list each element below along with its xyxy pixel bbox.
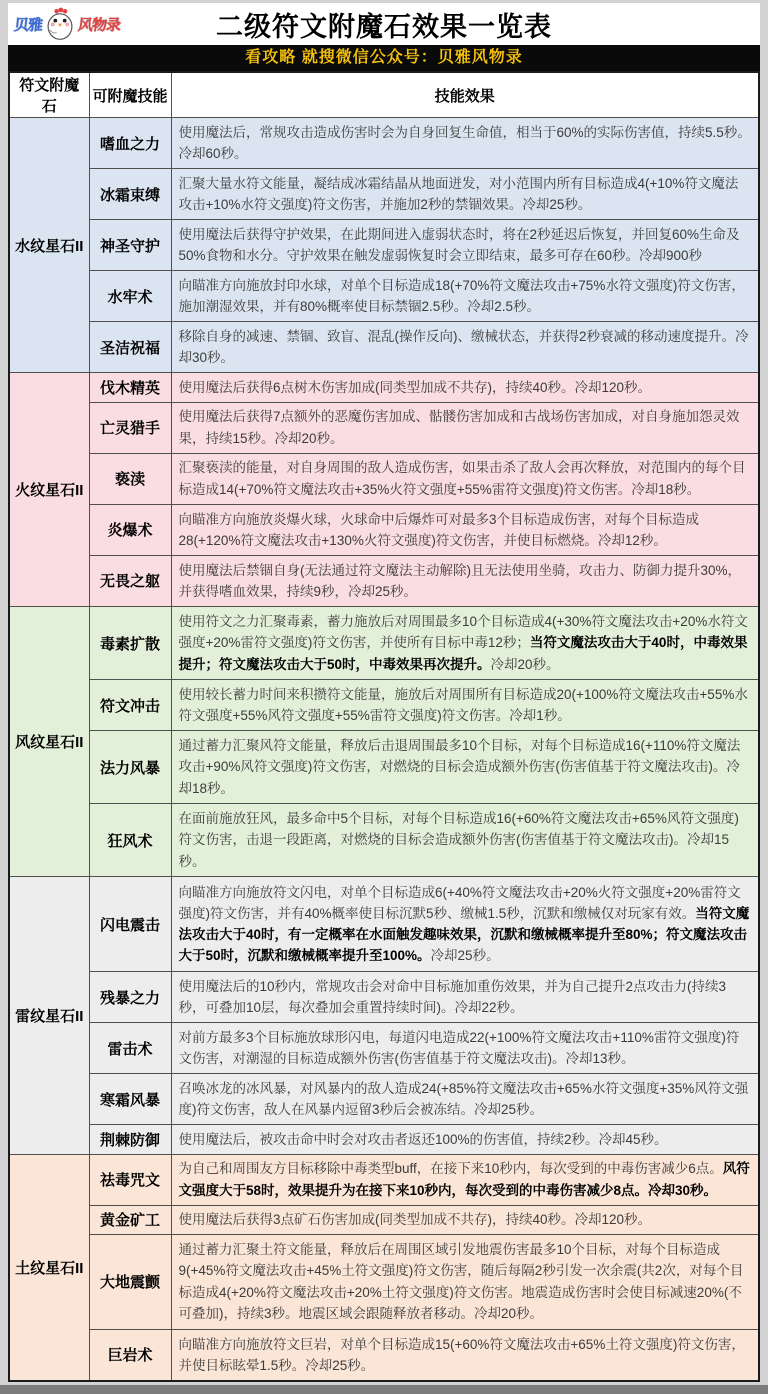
col-header-effect: 技能效果 — [171, 72, 759, 118]
table-row — [9, 322, 759, 373]
skill-effect: 通过蓄力汇聚风符文能量，释放后击退周围最多10个目标，对每个目标造成16(+110%符文魔法攻击+90%风符文强度)符文伤害，对燃烧的目标会造成额外伤害(伤害值基于符文魔法攻击)。冷却18秒。 — [171, 731, 759, 804]
skill-effect: 使用魔法后获得6点树木伤害加成(同类型加成不共存)，持续40秒。冷却120秒。 — [171, 373, 759, 402]
table-row — [9, 680, 759, 731]
skill-effect: 通过蓄力汇聚土符文能量，释放后在周围区域引发地震伤害最多10个目标，对每个目标造成9(+45%符文魔法攻击+45%土符文强度)符文伤害，随后每隔2秒引发一次余震(共2次，对每个目标造成4(+20%符文魔法攻击+20%土符文强度)符文伤害。地震造成伤害时会使目标减速20%(不可叠加)，持续3秒。地震区域会跟随释放者移动。冷却20秒。 — [171, 1234, 759, 1329]
skill-name: 嗜血之力 — [89, 118, 171, 169]
table-row — [9, 1234, 759, 1329]
promo-banner: 看攻略 就搜微信公众号：贝雅风物录 — [8, 45, 760, 71]
col-header-skill: 可附魔技能 — [89, 72, 171, 118]
skill-effect: 向瞄准方向施放炎爆火球，火球命中后爆炸可对最多3个目标造成伤害，对每个目标造成28(+120%符文魔法攻击+130%火符文强度)符文伤害，并使目标燃烧。冷却12秒。 — [171, 504, 759, 555]
skill-name: 雷击术 — [89, 1023, 171, 1074]
table-row — [9, 1205, 759, 1234]
stone-name: 水纹星石II — [9, 118, 89, 373]
skill-effect: 对前方最多3个目标施放球形闪电，每道闪电造成22(+100%符文魔法攻击+110%雷符文强度)符文伤害，对潮湿的目标造成额外伤害(伤害值基于符文魔法攻击)。冷却13秒。 — [171, 1023, 759, 1074]
stone-name: 雷纹星石II — [9, 877, 89, 1154]
page-bottom-edge — [0, 1385, 768, 1394]
skill-name: 炎爆术 — [89, 504, 171, 555]
skill-effect: 使用魔法后获得3点矿石伤害加成(同类型加成不共存)，持续40秒。冷却120秒。 — [171, 1205, 759, 1234]
table-row — [9, 402, 759, 453]
skill-name: 闪电震击 — [89, 877, 171, 972]
table-row — [9, 1329, 759, 1381]
enchant-effects-table — [8, 71, 760, 1382]
table-row — [9, 453, 759, 504]
table-row — [9, 606, 759, 679]
table-row — [9, 504, 759, 555]
skill-effect: 在面前施放狂风，最多命中5个目标，对每个目标造成16(+60%符文魔法攻击+65%风符文强度)符文伤害，击退一段距离，对燃烧的目标会造成额外伤害(伤害值基于符文魔法攻击)。冷却15秒。 — [171, 804, 759, 877]
skill-effect: 召唤冰龙的冰风暴，对风暴内的敌人造成24(+85%符文魔法攻击+65%水符文强度+35%风符文强度)符文伤害，敌人在风暴内逗留3秒后会被冻结。冷却25秒。 — [171, 1074, 759, 1125]
skill-name: 祛毒咒文 — [89, 1154, 171, 1205]
table-row — [9, 220, 759, 271]
table-row — [9, 877, 759, 972]
table-row — [9, 271, 759, 322]
skill-name: 圣洁祝福 — [89, 322, 171, 373]
table-row — [9, 118, 759, 169]
skill-name: 无畏之躯 — [89, 555, 171, 606]
skill-effect: 使用魔法后获得守护效果，在此期间进入虚弱状态时，将在2秒延迟后恢复，并回复60%生命及50%食物和水分。守护效果在触发虚弱恢复时会立即结束，最多可存在60秒。冷却900秒 — [171, 220, 759, 271]
skill-name: 毒素扩散 — [89, 606, 171, 679]
col-header-stone: 符文附魔石 — [9, 72, 89, 118]
page-title: 二级符文附魔石效果一览表 — [216, 11, 552, 42]
skill-effect: 为自己和周围友方目标移除中毒类型buff，在接下来10秒内，每次受到的中毒伤害减少6点。风符文强度大于58时，效果提升为在接下来10秒内，每次受到的中毒伤害减少8点。冷却30秒。 — [171, 1154, 759, 1205]
skill-effect: 向瞄准方向施放符文闪电，对单个目标造成6(+40%符文魔法攻击+20%火符文强度+20%雷符文强度)符文伤害，并有40%概率使目标沉默5秒、缴械1.5秒，沉默和缴械仅对玩家有效。当符文魔法攻击大于40时，有一定概率在水面触发趣味效果，沉默和缴械概率提升至80%；符文魔法攻击大于50时，沉默和缴械概率提升至100%。冷却25秒。 — [171, 877, 759, 972]
table-row — [9, 1023, 759, 1074]
skill-name: 伐木精英 — [89, 373, 171, 402]
skill-effect: 向瞄准方向施放符文巨岩，对单个目标造成15(+60%符文魔法攻击+65%土符文强度)符文伤害，并使目标眩晕1.5秒。冷却25秒。 — [171, 1329, 759, 1381]
skill-name: 法力风暴 — [89, 731, 171, 804]
table-row — [9, 373, 759, 402]
skill-effect: 汇聚亵渎的能量，对自身周围的敌人造成伤害，如果击杀了敌人会再次释放，对范围内的每个目标造成14(+70%符文魔法攻击+35%火符文强度+55%雷符文强度)符文伤害。冷却18秒。 — [171, 453, 759, 504]
skill-name: 巨岩术 — [89, 1329, 171, 1381]
stone-name: 土纹星石II — [9, 1154, 89, 1381]
skill-effect: 使用魔法后的10秒内，常规攻击会对命中目标施加重伤效果，并为自己提升2点攻击力(持续3秒，可叠加10层，每次叠加会重置持续时间)。冷却22秒。 — [171, 972, 759, 1023]
skill-name: 符文冲击 — [89, 680, 171, 731]
table-row — [9, 169, 759, 220]
site-logo — [14, 6, 120, 45]
skill-name: 狂风术 — [89, 804, 171, 877]
skill-effect: 移除自身的减速、禁锢、致盲、混乱(操作反向)、缴械状态，并获得2秒衰减的移动速度提升。冷却30秒。 — [171, 322, 759, 373]
skill-name: 神圣守护 — [89, 220, 171, 271]
skill-effect: 使用魔法后，被攻击命中时会对攻击者返还100%的伤害值，持续2秒。冷却45秒。 — [171, 1125, 759, 1154]
skill-name: 黄金矿工 — [89, 1205, 171, 1234]
skill-name: 冰霜束缚 — [89, 169, 171, 220]
skill-effect: 向瞄准方向施放封印水球，对单个目标造成18(+70%符文魔法攻击+75%水符文强度)符文伤害，施加潮湿效果，并有80%概率使目标禁锢2.5秒。冷却2.5秒。 — [171, 271, 759, 322]
skill-effect: 汇聚大量水符文能量，凝结成冰霜结晶从地面迸发，对小范围内所有目标造成4(+10%符文魔法攻击+10%水符文强度)符文伤害，并施加2秒的禁锢效果。冷却25秒。 — [171, 169, 759, 220]
table-row — [9, 972, 759, 1023]
skill-name: 荆棘防御 — [89, 1125, 171, 1154]
skill-effect: 使用较长蓄力时间来积攒符文能量，施放后对周围所有目标造成20(+100%符文魔法攻击+55%水符文强度+55%风符文强度+55%雷符文强度)符文伤害。冷却1秒。 — [171, 680, 759, 731]
skill-name: 亡灵猎手 — [89, 402, 171, 453]
table-row — [9, 1125, 759, 1154]
skill-name: 残暴之力 — [89, 972, 171, 1023]
skill-name: 亵渎 — [89, 453, 171, 504]
skill-name: 水牢术 — [89, 271, 171, 322]
table-row — [9, 1074, 759, 1125]
skill-name: 寒霜风暴 — [89, 1074, 171, 1125]
skill-effect: 使用魔法后，常规攻击造成伤害时会为自身回复生命值，相当于60%的实际伤害值，持续5.5秒。冷却60秒。 — [171, 118, 759, 169]
logo-text-right: 风物录 — [77, 17, 121, 34]
stone-name: 风纹星石II — [9, 606, 89, 876]
skill-effect: 使用魔法后禁锢自身(无法通过符文魔法主动解除)且无法使用坐骑，攻击力、防御力提升30%，并获得嗜血效果，持续9秒，冷却25秒。 — [171, 555, 759, 606]
table-row — [9, 804, 759, 877]
masthead — [8, 3, 760, 45]
chick-mascot-icon — [43, 6, 77, 45]
skill-effect: 使用符文之力汇聚毒素，蓄力施放后对周围最多10个目标造成4(+30%符文魔法攻击+20%水符文强度+20%雷符文强度)符文伤害，并使所有目标中毒12秒；当符文魔法攻击大于40时，中毒效果提升；符文魔法攻击大于50时，中毒效果再次提升。冷却20秒。 — [171, 606, 759, 679]
table-header-row — [9, 72, 759, 118]
skill-name: 大地震颤 — [89, 1234, 171, 1329]
table-row — [9, 1154, 759, 1205]
stone-name: 火纹星石II — [9, 373, 89, 607]
table-row — [9, 555, 759, 606]
page-sheet — [8, 3, 760, 1382]
logo-text-left: 贝雅 — [13, 17, 43, 34]
skill-effect: 使用魔法后获得7点额外的恶魔伤害加成、骷髅伤害加成和古战场伤害加成，对自身施加怨灵效果，持续15秒。冷却20秒。 — [171, 402, 759, 453]
table-row — [9, 731, 759, 804]
